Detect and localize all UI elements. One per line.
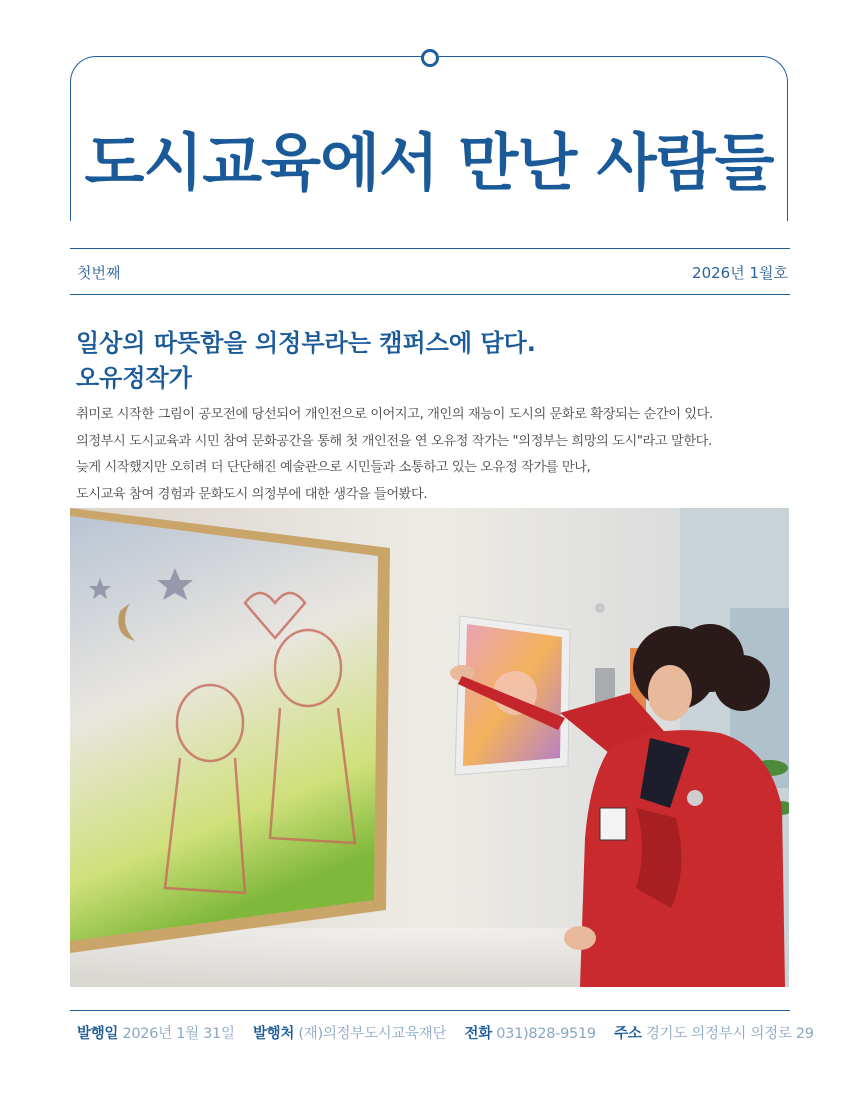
gallery-illustration (70, 508, 789, 987)
article-intro (76, 402, 788, 508)
phone: 031)828-9519 (496, 1026, 596, 1042)
intro-line: 늦게 시작했지만 오히려 더 단단해진 예술관으로 시민들과 소통하고 있는 오유정 작가를 만나, (76, 460, 591, 475)
publish-date: 2026년 1월 31일 (122, 1026, 235, 1042)
artist-photo (70, 508, 789, 987)
issue-date: 2026년 1월호 (692, 264, 788, 282)
headline-line1: 일상의 따뜻함을 의정부라는 캠퍼스에 담다. (76, 329, 536, 357)
frame-ring-ornament (421, 49, 439, 67)
publish-date-label: 발행일 (77, 1026, 119, 1042)
phone-label: 전화 (464, 1026, 492, 1042)
footer-rule (70, 1010, 790, 1011)
publisher-label: 발행처 (252, 1026, 295, 1042)
issue-bottom-rule (70, 294, 790, 295)
intro-line: 의정부시 도시교육과 시민 참여 문화공간을 통해 첫 개인전을 연 오유정 작가는 "의정부는 희망의 도시"라고 말한다. (76, 433, 712, 449)
publication-info (77, 1022, 814, 1043)
address: 경기도 의정부시 의정로 29 (645, 1026, 814, 1042)
address-label: 주소 (614, 1026, 642, 1042)
page-title: 도시교육에서 만난 사람들 (84, 126, 774, 199)
publisher: (재)의정부도시교육재단 (298, 1026, 447, 1042)
headline-line2: 오유정작가 (76, 364, 192, 392)
issue-number: 첫번째 (77, 264, 121, 282)
intro-line: 도시교육 참여 경험과 문화도시 의정부에 대한 생각을 들어봤다. (76, 486, 428, 502)
top-rule (70, 248, 790, 249)
intro-line: 취미로 시작한 그림이 공모전에 당선되어 개인전으로 이어지고, 개인의 재능이 도시의 문화로 확장되는 순간이 있다. (76, 407, 713, 422)
article-headline (76, 326, 536, 396)
